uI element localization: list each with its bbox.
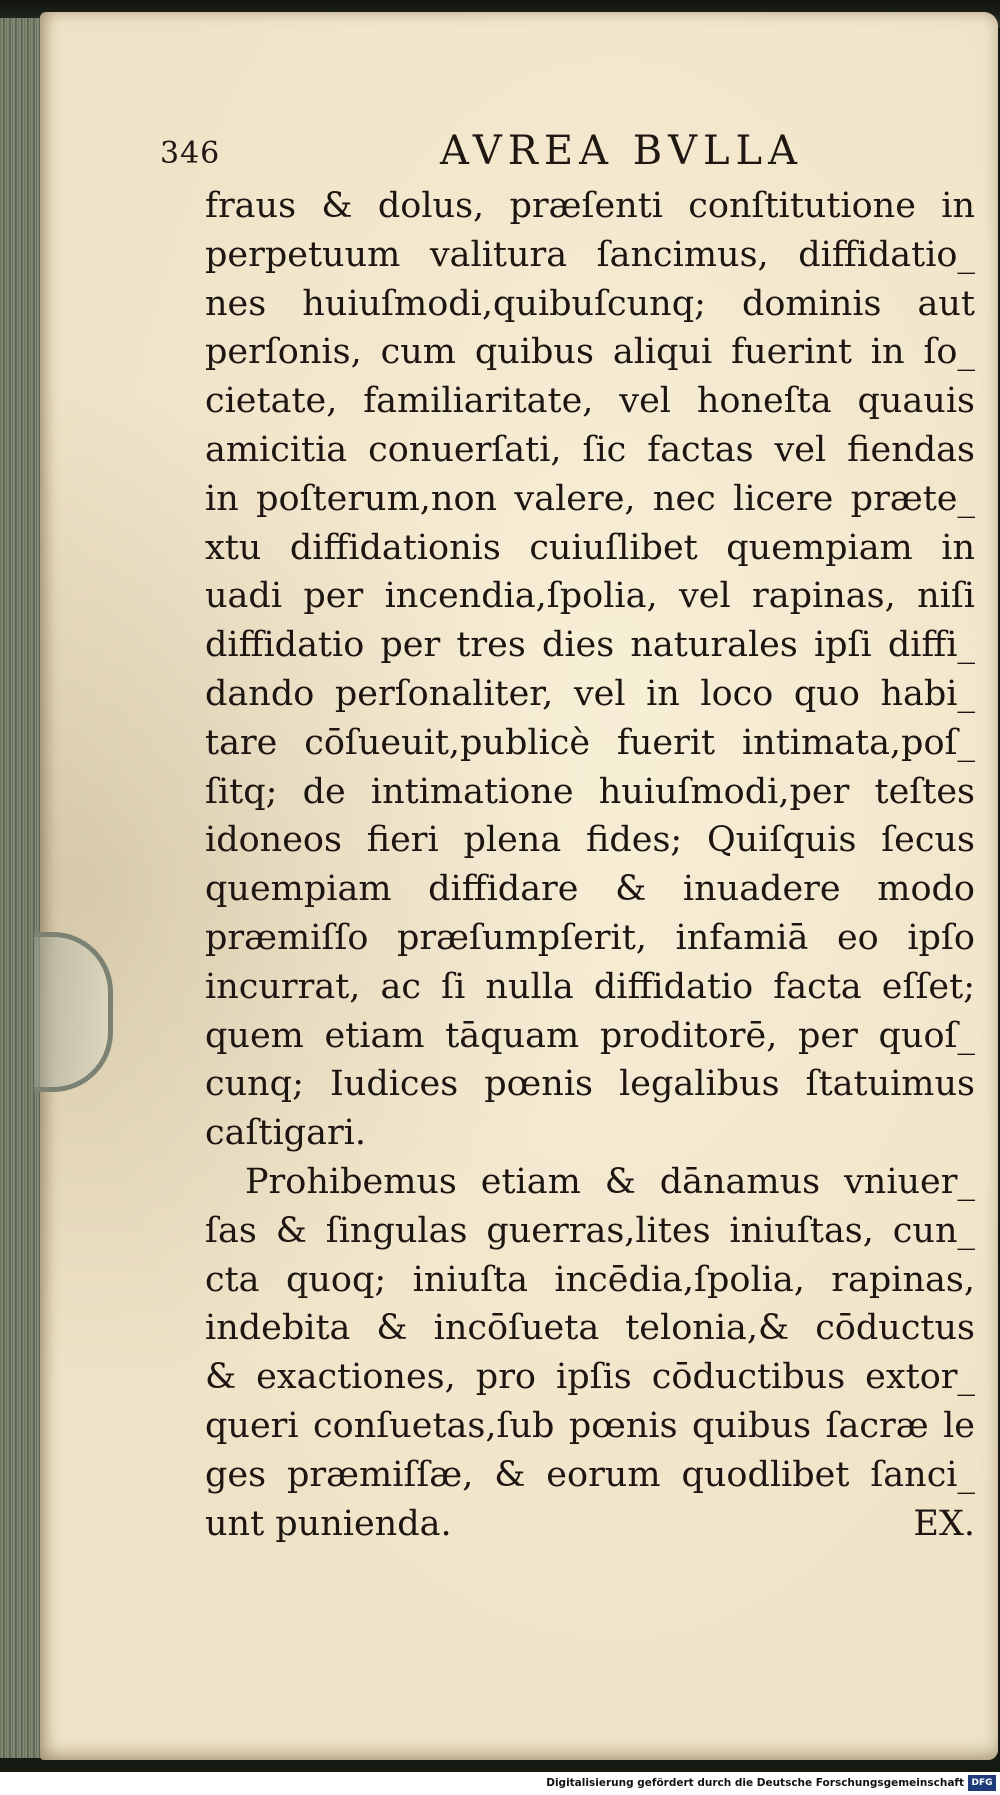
text-line: queri conſuetas,ſub pœnis quibus ſacræ le (205, 1405, 975, 1446)
final-line-row (205, 1500, 975, 1549)
text-line: quem etiam tāquam proditorē, per quoſ_ (205, 1015, 975, 1056)
text-line: uadi per incendia,ſpolia, vel rapinas, niſi (205, 576, 975, 617)
running-title: AVREA BVLLA (440, 128, 803, 174)
text-line: perſonis, cum quibus aliqui fuerint in ſo_ (205, 332, 975, 373)
dfg-logo: DFG (968, 1775, 996, 1791)
text-line: amicitia conuerſati, ſic factas vel fiendas (205, 429, 975, 470)
text-line: diffidatio per tres dies naturales ipſi diffi_ (205, 625, 975, 666)
text-line: idoneos fieri plena fides; Quiſquis ſecus (205, 820, 975, 861)
page-clip (34, 932, 113, 1092)
text-line: in poſterum,non valere, nec licere præte_ (205, 478, 975, 519)
text-line: ſitq; de intimatione huiuſmodi,per teſtes (205, 771, 975, 812)
text-line: tare cōſueuit,publicè fuerit intimata,poſ_ (205, 722, 975, 763)
page-number: 346 (160, 136, 221, 171)
text-line: ſas & ſingulas guerras,lites iniuſtas, cun_ (205, 1210, 975, 1251)
text-line: xtu diffidationis cuiuſlibet quempiam in (205, 527, 975, 568)
digitization-footer (0, 1772, 1000, 1795)
text-line: nes huiuſmodi,quibuſcunq; dominis aut (205, 283, 975, 324)
text-line: præmiſſo præſumpſerit, infamiā eo ipſo (205, 917, 975, 958)
text-line: unt punienda. (205, 1503, 452, 1544)
text-line: caſtigari. (205, 1113, 367, 1154)
text-line: incurrat, ac ſi nulla diffidatio facta eſſet; (205, 966, 975, 1007)
text-line: fraus & dolus, præſenti conſtitutione in (205, 186, 975, 226)
footer-credit: Digitalisierung gefördert durch die Deutsche Forschungsgemeinschaft (546, 1777, 964, 1789)
text-line: cunq; Iudices pœnis legalibus ſtatuimus (205, 1064, 975, 1105)
text-line: quempiam diffidare & inuadere modo (205, 869, 975, 910)
text-line: cta quoq; iniuſta incēdia,ſpolia, rapinas, (205, 1259, 975, 1300)
text-line: dando perſonaliter, vel in loco quo habi_ (205, 673, 975, 714)
text-line: & exactiones, pro ipſis cōductibus extor_ (205, 1357, 975, 1398)
text-line: perpetuum valitura ſancimus, diffidatio_ (205, 234, 975, 275)
text-line: Prohibemus etiam & dānamus vniuer_ (245, 1161, 975, 1202)
text-line: cietate, familiaritate, vel honeſta quauis (205, 381, 975, 422)
text-line: indebita & incōſueta telonia,& cōductus (205, 1308, 975, 1349)
body-text (205, 182, 975, 1548)
text-line: ges præmiſſæ, & eorum quodlibet ſanci_ (205, 1454, 975, 1495)
page-header (160, 128, 860, 188)
catchword: EX. (913, 1503, 975, 1544)
